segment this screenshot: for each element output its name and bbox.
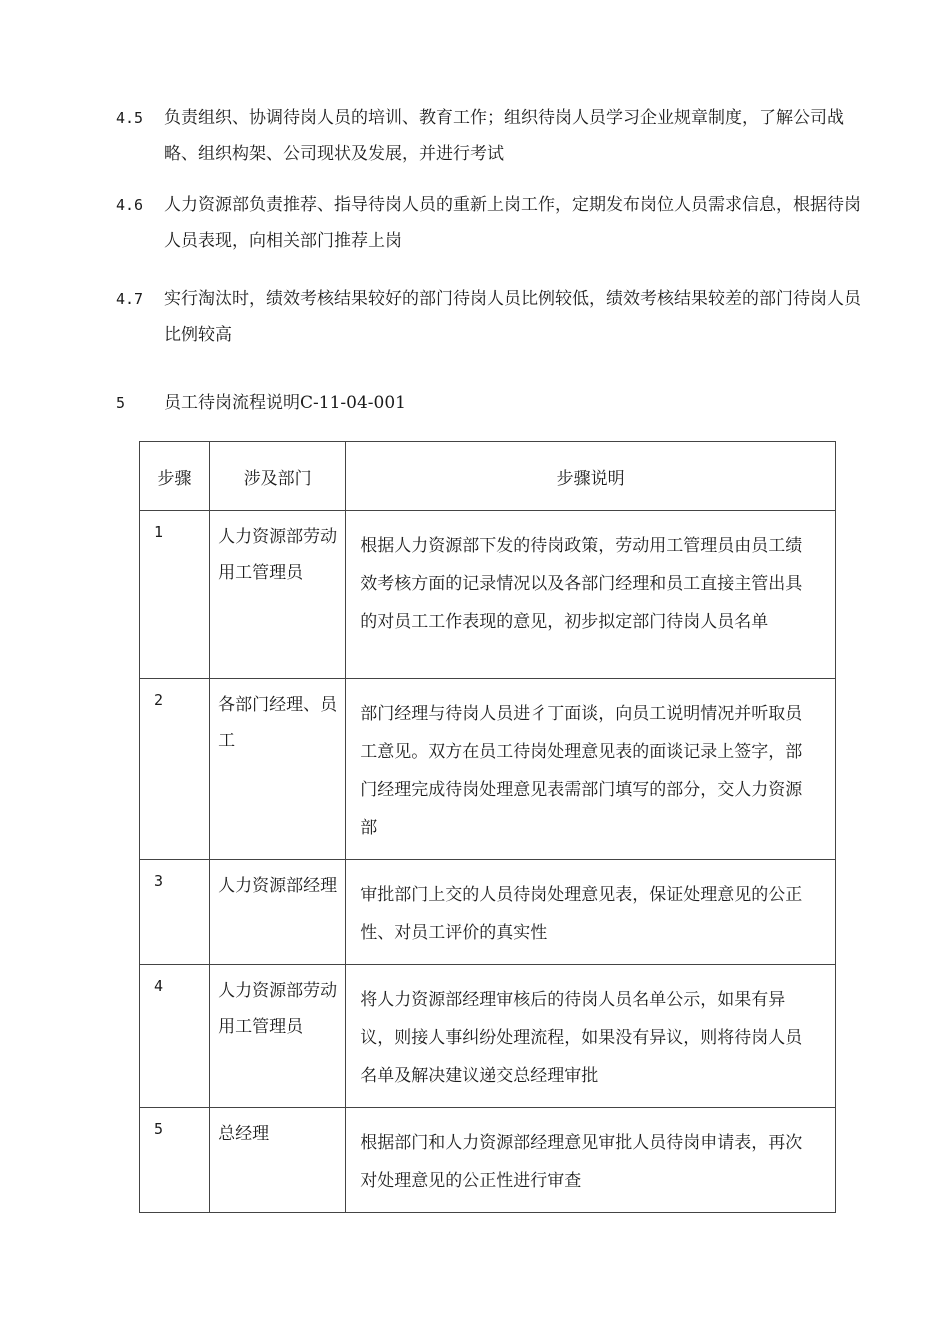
department: 人力资源部经理 <box>218 876 338 896</box>
table-row <box>140 860 836 965</box>
step-description: 将人力资源部经理审核后的待岗人员名单公示，如果有异议，则接人事纠纷处理流程，如果没有异议，则将待岗人员名单及解决建议递交总经理审批 <box>360 990 803 1086</box>
department: 人力资源部劳动用工管理员 <box>218 527 338 583</box>
paragraph-text: 人力资源部负责推荐、指导待岗人员的重新上岗工作，定期发布岗位人员需求信息，根据待岗人员表现，向相关部门推荐上岗 <box>164 195 861 251</box>
paragraph-text: 实行淘汰时，绩效考核结果较好的部门待岗人员比例较低，绩效考核结果较差的部门待岗人员比例较高 <box>164 289 861 345</box>
step-description: 审批部门上交的人员待岗处理意见表，保证处理意见的公正性、对员工评价的真实性 <box>360 885 803 943</box>
process-table <box>139 441 836 1213</box>
table-row <box>140 965 836 1108</box>
paragraph-number: 4.6 <box>116 196 144 214</box>
department: 人力资源部劳动用工管理员 <box>218 981 338 1037</box>
table-row <box>140 511 836 679</box>
header-department: 涉及部门 <box>210 442 346 511</box>
section-number: 5 <box>116 394 126 412</box>
paragraph-text: 负责组织、协调待岗人员的培训、教育工作；组织待岗人员学习企业规章制度，了解公司战略、组织构架、公司现状及发展，并进行考试 <box>164 108 844 164</box>
paragraph-4-6 <box>116 187 876 259</box>
section-heading <box>116 388 406 418</box>
paragraph-number: 4.7 <box>116 290 144 308</box>
table-header-row <box>140 442 836 511</box>
paragraph-4-5 <box>116 100 876 172</box>
paragraph-4-7 <box>116 281 876 353</box>
step-description: 部门经理与待岗人员进彳丁面谈，向员工说明情况并听取员工意见。双方在员工待岗处理意见表的面谈记录上签字，部门经理完成待岗处理意见表需部门填写的部分，交人力资源部 <box>360 704 803 838</box>
step-number: 3 <box>154 872 164 890</box>
step-number: 4 <box>154 977 164 995</box>
section-title: 员工待岗流程说明C-11-04-001 <box>164 393 406 413</box>
header-description: 步骤说明 <box>346 442 836 511</box>
table-row <box>140 679 836 860</box>
header-step: 步骤 <box>140 442 210 511</box>
step-number: 5 <box>154 1120 164 1138</box>
department: 总经理 <box>218 1124 270 1144</box>
table-row <box>140 1108 836 1213</box>
step-number: 1 <box>154 523 164 541</box>
step-description: 根据部门和人力资源部经理意见审批人员待岗申请表，再次对处理意见的公正性进行审查 <box>360 1133 803 1191</box>
department: 各部门经理、员工 <box>218 695 338 751</box>
step-number: 2 <box>154 691 164 709</box>
step-description: 根据人力资源部下发的待岗政策，劳动用工管理员由员工绩效考核方面的记录情况以及各部门经理和员工直接主管出具的对员工工作表现的意见，初步拟定部门待岗人员名单 <box>360 536 803 632</box>
paragraph-number: 4.5 <box>116 109 144 127</box>
